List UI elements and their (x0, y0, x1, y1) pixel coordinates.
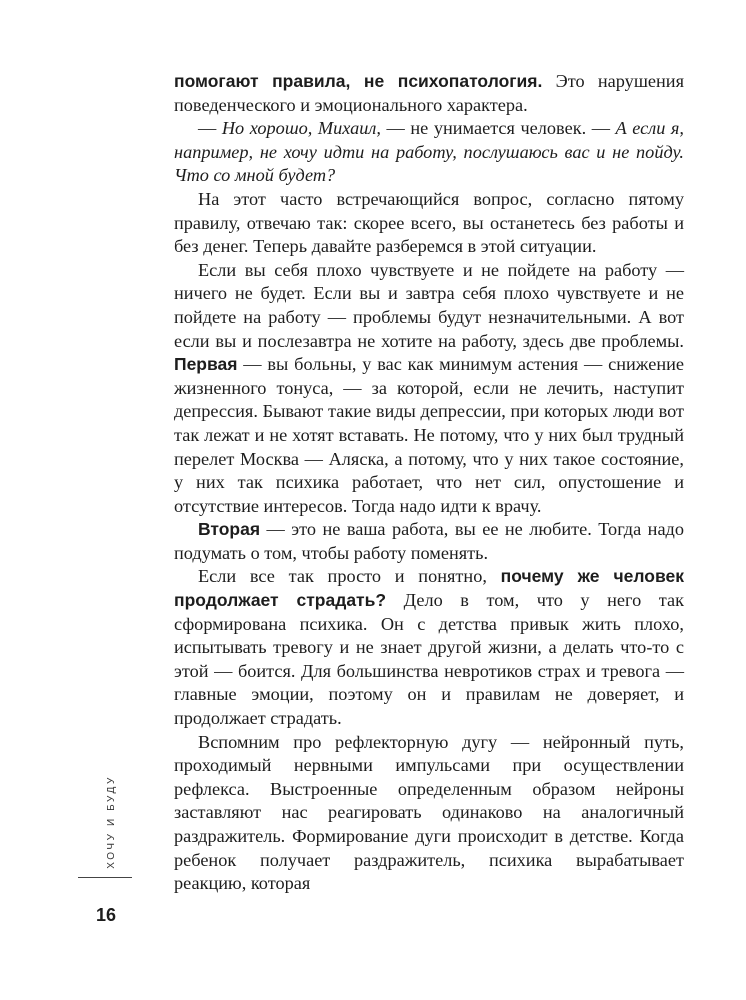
paragraph-text: — вы больны, у вас как минимум астения — снижение жизненного тонуса, — за которой, если не лечить, наступит депрессия. Бывают такие виды депрессии, при которых люди вот так лежат и не хотят вставать. Не потому, что у них был трудный перелет Москва — Аляска, а потому, что у них такое состояние, у них так психика работает, что нет сил, опустошение и отсутствие интересов. Тогда надо идти к врачу. (174, 354, 684, 516)
dash: — (198, 118, 222, 139)
paragraph-7: Вспомним про рефлекторную дугу — нейронный путь, проходимый нервными импульсами при осуществлении рефлекса. Выстроенные определенным образом нейроны заставляют нас реагировать одинаково на аналогичный раздражитель. Формирование дуги происходит в детстве. Когда ребенок получает раздражитель, психика вырабатывает реакцию, которая (174, 731, 684, 894)
paragraph-text: Это нарушения поведенческого и эмоционального характера. (174, 71, 684, 115)
italic-speech: Но хорошо, Михаил, (221, 118, 381, 139)
paragraph-text: — не унимается человек. — (380, 118, 616, 139)
page-number: 16 (96, 905, 117, 925)
paragraph-1 (174, 70, 684, 117)
paragraph-text: — это не ваша работа, вы ее не любите. Тогда надо подумать о том, чтобы работу поменять. (174, 519, 684, 563)
paragraph-text: Если все так просто и понятно, (198, 566, 501, 587)
paragraph-4 (174, 259, 684, 519)
bold-phrase: почему же человек продолжает страдать? (174, 566, 684, 611)
paragraph-3: На этот часто встречающийся вопрос, согласно пятому правилу, отвечаю так: скорее всего, вы останетесь без работы и без денег. Теперь давайте разберемся в этой ситуации. (174, 188, 684, 257)
paragraph-2-dialogue (174, 117, 684, 188)
bold-phrase: Первая (174, 354, 238, 375)
bold-phrase: помогают правила, не психопатология. (174, 71, 543, 91)
paragraph-6 (174, 565, 684, 730)
book-page-body (174, 70, 684, 896)
paragraph-5 (174, 518, 684, 565)
divider-rule (78, 877, 132, 878)
paragraph-text: Дело в том, что у него так сформирована психика. Он с детства привык жить плохо, испытывать тревогу и не знает другой жизни, а делать что-то с этой — боится. Для большинства невротиков страх и тревога — главные эмоции, поэтому он и правилам не доверяет, и продолжает страдать. (174, 590, 684, 729)
italic-speech: А если я, например, не хочу идти на работу, послушаюсь вас и не пойду. Что со мной будет? (174, 118, 684, 186)
bold-phrase: Вторая (198, 519, 261, 540)
paragraph-text: Если вы себя плохо чувствуете и не пойдете на работу — ничего не будет. Если вы и завтра себя плохо чувствуете и не пойдете на работу — проблемы будут незначительными. А вот если вы и послезавтра не хотите на работу, здесь две проблемы. (174, 259, 684, 351)
running-head: ХОЧУ И БУДУ (106, 775, 117, 869)
